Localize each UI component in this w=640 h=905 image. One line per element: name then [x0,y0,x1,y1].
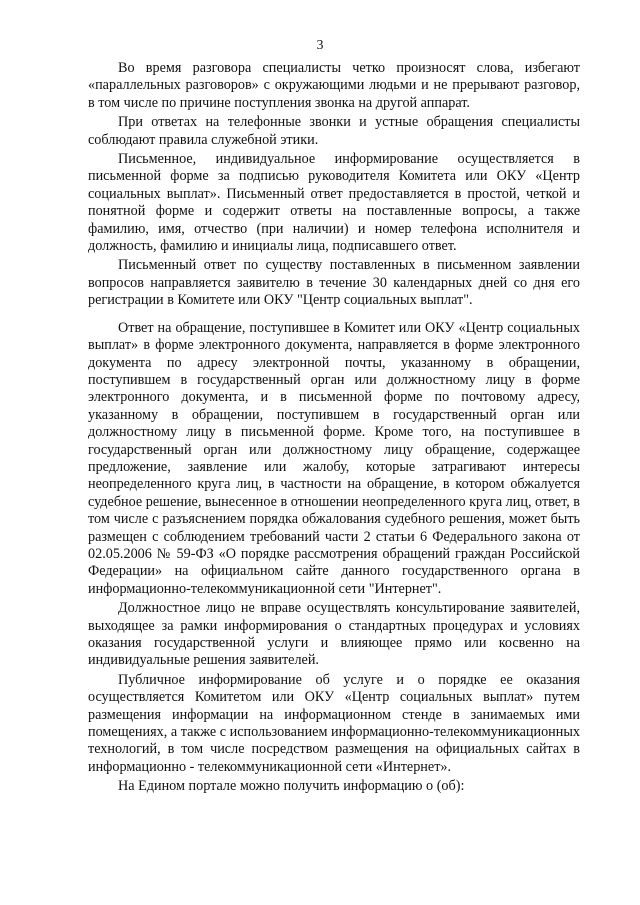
paragraph-electronic-answer: Ответ на обращение, поступившее в Комитет или ОКУ «Центр социальных выплат» в форме электронного документа, направляется в форме электронного документа по адресу электронной почты, указанному в обращении, поступившем в государственный орган или должностному лицу в форме электронного документа, и в письменной форме по почтовому адресу, указанному в обращении, поступившем в государственный орган или должностному лицу в письменной форме. Кроме того, на поступившее в государственный орган или должностному лицу обращение, содержащее предложение, заявление или жалобу, которые затрагивают интересы неопределенного круга лиц, в частности на обращение, в котором обжалуется судебное решение, вынесенное в отношении неопределенного круга лиц, ответ, в том числе с разъяснением порядка обжалования судебного решения, может быть размещен с соблюдением требований части 2 статьи 6 Федерального закона от 02.05.2006 № 59-ФЗ «О порядке рассмотрения обращений граждан Российской Федерации» на официальном сайте данного государственного органа в информационно-телекоммуникационной сети "Интернет". [88,319,580,597]
paragraph-official-limits: Должностное лицо не вправе осуществлять консультирование заявителей, выходящее за рамки информирования о стандартных процедурах и условиях оказания государственной услуги и влияющее прямо или косвенно на индивидуальные решения заявителей. [88,600,580,669]
paragraph-public-informing: Публичное информирование об услуге и о порядке ее оказания осуществляется Комитетом или ОКУ «Центр социальных выплат» путем размещения информации на информационном стенде в занимаемых ими помещениях, а также с использованием информационно-телекоммуникационных технологий, в том числе посредством размещения на официальных сайтах в информационно - телекоммуникационной сети «Интернет». [88,671,580,775]
document-body [88,60,580,798]
paragraph-conversation-rules: Во время разговора специалисты четко произносят слова, избегают «параллельных разговоров» с окружающими людьми и не прерывают разговор, в том числе по причине поступления звонка на другой аппарат. [88,60,580,111]
paragraph-written-informing: Письменное, индивидуальное информирование осуществляется в письменной форме за подписью руководителя Комитета или ОКУ «Центр социальных выплат». Письменный ответ предоставляется в простой, четкой и понятной форме и содержит ответы на поставленные вопросы, а также фамилию, имя, отчество (при наличии) и номер телефона исполнителя и должность, фамилию и инициалы лица, подписавшего ответ. [88,151,580,255]
paragraph-single-portal: На Едином портале можно получить информацию о (об): [118,778,465,795]
page-number: 3 [316,38,324,53]
paragraph-service-ethics: При ответах на телефонные звонки и устные обращения специалисты соблюдают правила служебной этики. [88,114,580,148]
paragraph-written-answer-deadline: Письменный ответ по существу поставленных в письменном заявлении вопросов направляется заявителю в течение 30 календарных дней со дня его регистрации в Комитете или ОКУ "Центр социальных выплат". [88,257,580,309]
